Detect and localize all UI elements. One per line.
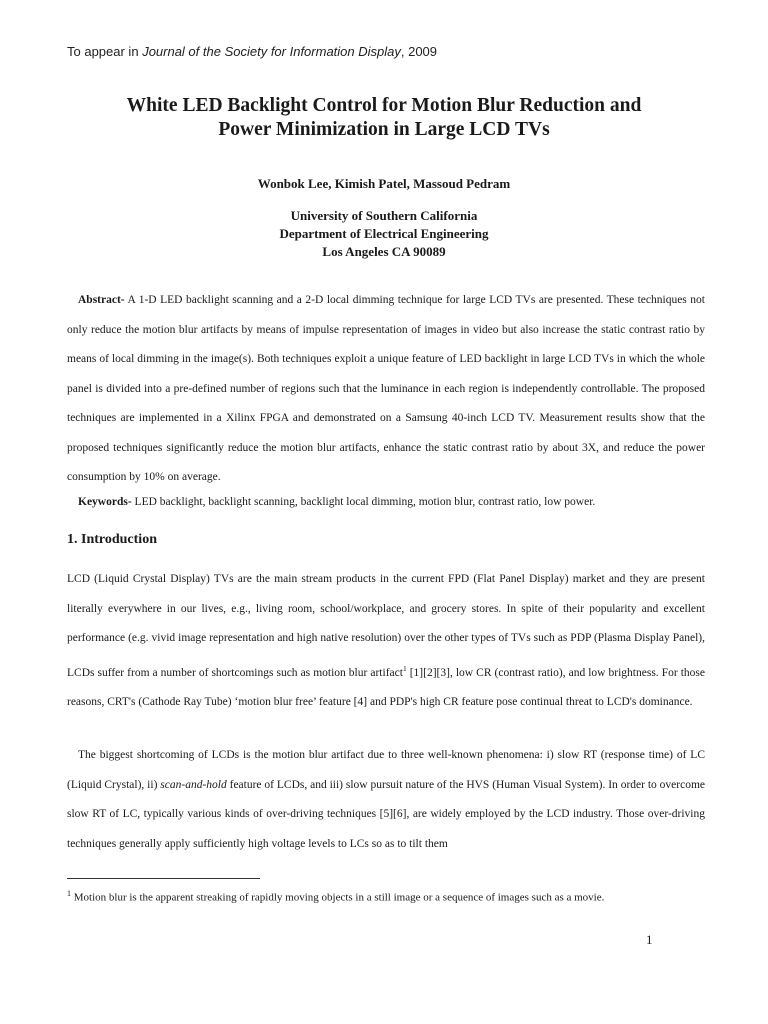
publication-year: , 2009 [400,44,438,59]
keywords-text: LED backlight, backlight scanning, backlight local dimming, motion blur, contrast ratio, low power. [134,496,596,508]
publication-prefix: To appear in [67,44,139,59]
footnote [67,889,604,904]
keywords-label: Keywords- [78,496,132,508]
intro-paragraph-2-italic: scan-and-hold [160,778,227,791]
page-number: 1 [646,932,653,947]
intro-paragraph-2-text-a: The biggest shortcoming of LCDs is the motion blur artifact due to three well-known phenomena: i) slow RT (response time) of LC (Liquid Crystal), ii) [67,749,705,791]
abstract-label: Abstract- [78,294,125,306]
footnote-divider [67,878,260,879]
affiliation [0,207,768,261]
abstract-text: A 1-D LED backlight scanning and a 2-D local dimming technique for large LCD TVs are presented. These techniques not only reduce the motion blur artifacts by means of impulse representation of images in video but also increase the static contrast ratio by means of local dimming in the image(s). Both techniques exploit a unique feature of LED backlight in large LCD TVs in which the whole panel is divided into a pre-defined number of regions such that the luminance in each region is independently controllable. The proposed techniques are implemented in a Xilinx FPGA and demonstrated on a Samsung 40-inch LCD TV. Measurement results show that the proposed techniques significantly reduce the motion blur artifacts, enhance the static contrast ratio by about 3X, and reduce the power consumption by 10% on average. [67,294,705,483]
section-heading-introduction: 1. Introduction [67,532,157,547]
footnote-text: Motion blur is the apparent streaking of rapidly moving objects in a still image or a sequence of images such as a movie. [71,891,605,904]
author-list: Wonbok Lee, Kimish Patel, Massoud Pedram [257,176,511,191]
journal-name: Journal of the Society for Information Display [142,44,401,59]
abstract-paragraph [67,286,705,493]
paper-title [0,94,768,142]
intro-paragraph-1 [67,565,705,717]
title-line-2: Power Minimization in Large LCD TVs [218,119,550,140]
intro-paragraph-2-text-b: feature of LCDs, and iii) slow pursuit nature of the HVS (Human Visual System). In order to overcome slow RT of LC, typically various kinds of over-driving techniques [5][6], are widely employed by the LCD industry. Those over-driving techniques generally apply sufficiently high voltage levels to LCs so as to tilt them [67,778,706,850]
affiliation-university: University of Southern California [290,208,478,223]
title-line-1: White LED Backlight Control for Motion Blur Reduction and [126,95,642,116]
affiliation-city: Los Angeles CA 90089 [322,244,446,259]
footnote-marker: 1 [67,889,71,898]
publication-note [67,44,437,59]
intro-paragraph-2 [67,741,705,859]
footnote-reference: 1 [402,663,407,673]
affiliation-department: Department of Electrical Engineering [279,226,489,241]
intro-paragraph-1-text-b: [1][2][3], low CR (contrast ratio), and low brightness. For those reasons, CRT's (Cathode Ray Tube) ‘motion blur free’ feature [4] and PDP's high CR feature pose continual threat to LCD's dominance. [67,666,705,708]
keywords-paragraph [67,488,705,518]
intro-paragraph-1-text-a: LCD (Liquid Crystal Display) TVs are the main stream products in the current FPD (Flat Panel Display) market and they are present literally everywhere in our lives, e.g., living room, school/workplace, and grocery stores. In spite of their popularity and excellent performance (e.g. vivid image representation and high native resolution) over the other types of TVs such as PDP (Plasma Display Panel), LCDs suffer from a number of shortcomings such as motion blur artifact [67,573,705,679]
